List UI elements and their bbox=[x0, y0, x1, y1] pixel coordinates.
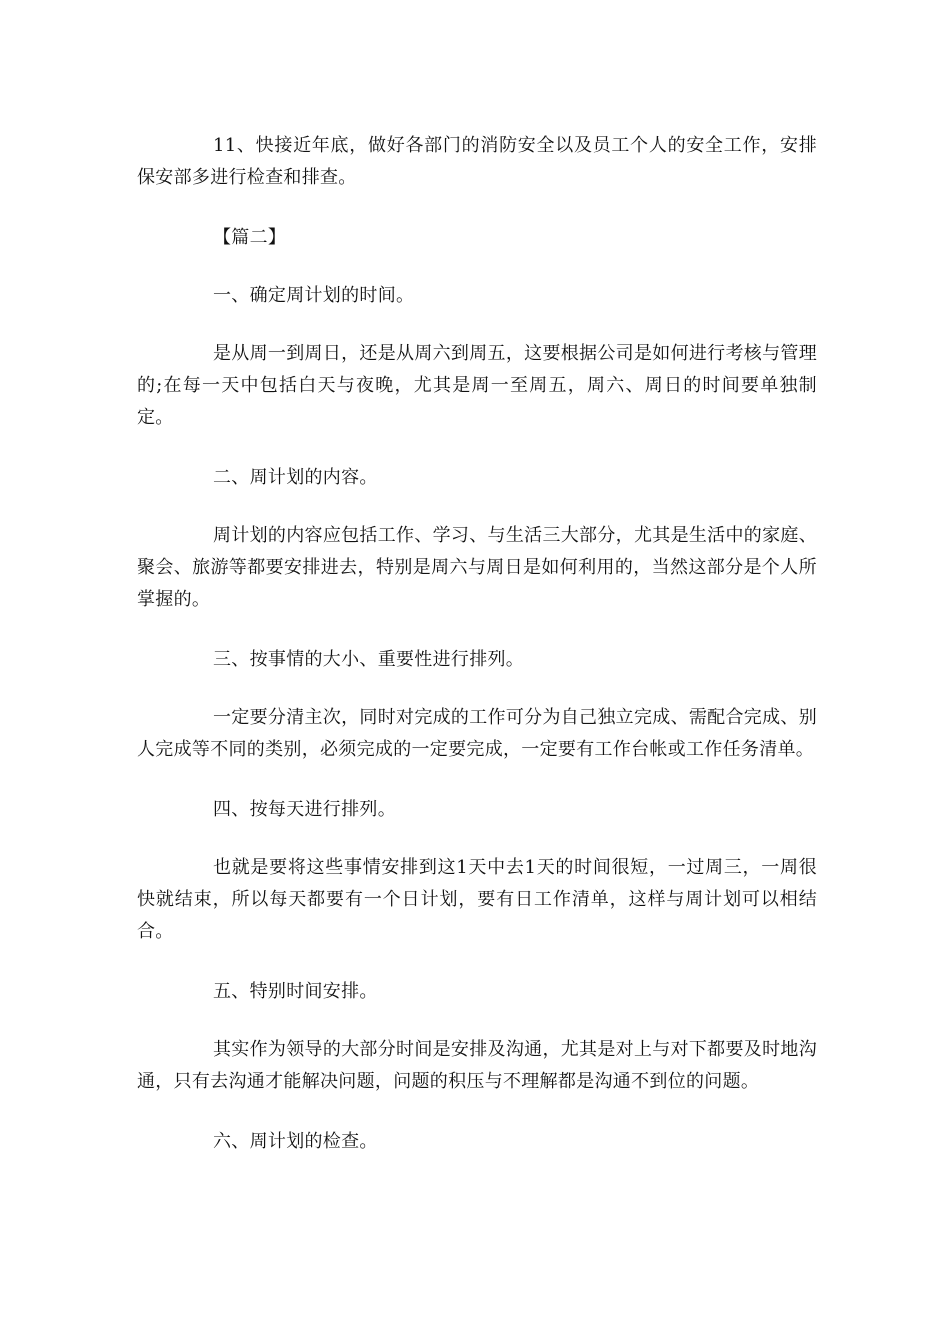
heading-2: 二、周计划的内容。 bbox=[213, 467, 378, 488]
section-title-part-two: 【篇二】 bbox=[213, 227, 287, 248]
heading-6: 六、周计划的检查。 bbox=[213, 1131, 378, 1152]
paragraph-1: 是从周一到周日，还是从周六到周五，这要根据公司是如何进行考核与管理的;在每一天中包括白天与夜晚，尤其是周一至周五，周六、周日的时间要单独制定。 bbox=[137, 343, 817, 428]
paragraph-2: 周计划的内容应包括工作、学习、与生活三大部分，尤其是生活中的家庭、聚会、旅游等都要安排进去，特别是周六与周日是如何利用的，当然这部分是个人所掌握的。 bbox=[137, 525, 817, 610]
heading-1: 一、确定周计划的时间。 bbox=[213, 285, 415, 306]
paragraph-item-11: 11、快接近年底，做好各部门的消防安全以及员工个人的安全工作，安排保安部多进行检查和排查。 bbox=[137, 135, 817, 188]
heading-5: 五、特别时间安排。 bbox=[213, 981, 378, 1002]
heading-3: 三、按事情的大小、重要性进行排列。 bbox=[213, 649, 525, 670]
heading-4: 四、按每天进行排列。 bbox=[213, 799, 396, 820]
document-body bbox=[137, 130, 817, 1184]
paragraph-3: 一定要分清主次，同时对完成的工作可分为自己独立完成、需配合完成、别人完成等不同的类别，必须完成的一定要完成，一定要有工作台帐或工作任务清单。 bbox=[137, 707, 817, 760]
paragraph-4: 也就是要将这些事情安排到这1天中去1天的时间很短，一过周三，一周很快就结束，所以每天都要有一个日计划，要有日工作清单，这样与周计划可以相结合。 bbox=[137, 857, 817, 942]
paragraph-5: 其实作为领导的大部分时间是安排及沟通，尤其是对上与对下都要及时地沟通，只有去沟通才能解决问题，问题的积压与不理解都是沟通不到位的问题。 bbox=[137, 1039, 817, 1092]
